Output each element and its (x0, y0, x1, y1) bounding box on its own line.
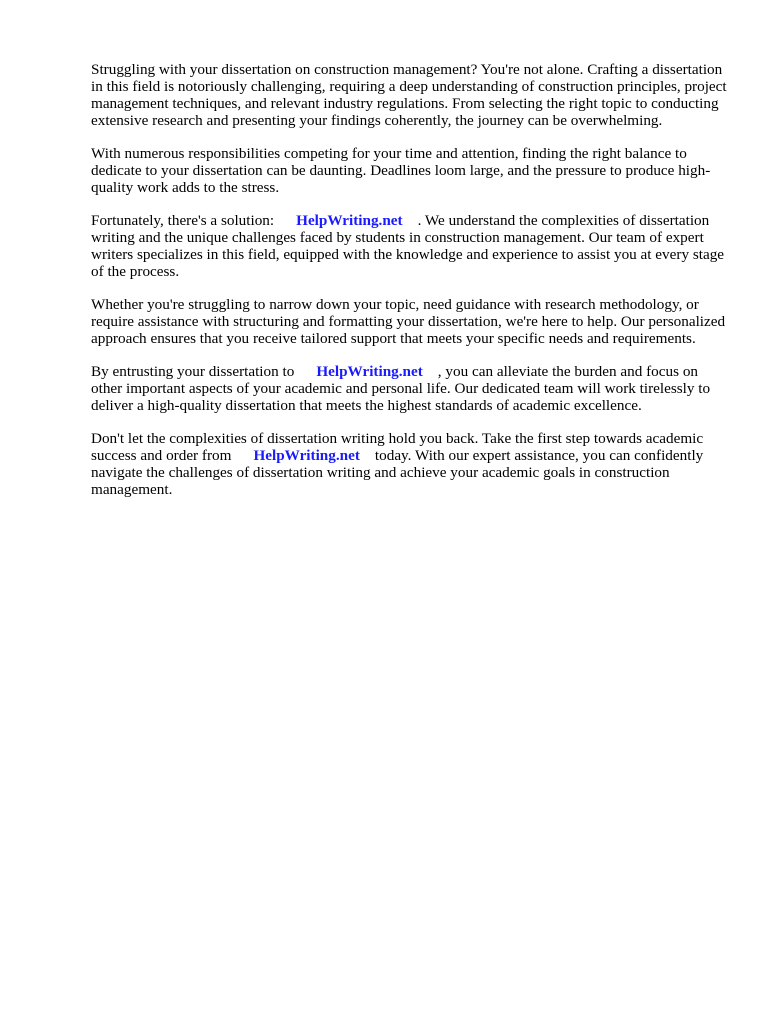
paragraph-responsibilities (91, 145, 731, 196)
paragraph-text-before-link: Don't let the complexities of dissertation writing hold you back. Take the first step towards academic success and order from (91, 430, 704, 464)
paragraph-text-after-link: . We understand the complexities of dissertation writing and the unique challenges faced by students in construction management. Our team of expert writers specializes in this field, equipped with the knowledge and experience to assist you at every stage of the process. (91, 212, 725, 280)
paragraph-call-to-action (91, 430, 731, 498)
paragraph-entrusting (91, 363, 731, 414)
paragraph-text-before-link: Fortunately, there's a solution: (91, 212, 275, 229)
helpwriting-link[interactable]: HelpWriting.net (253, 447, 360, 464)
paragraph-approach (91, 296, 731, 347)
paragraph-text-before-link: By entrusting your dissertation to (91, 363, 295, 380)
paragraph-text: With numerous responsibilities competing for your time and attention, finding the right balance to dedicate to your dissertation can be daunting. Deadlines loom large, and the pressure to produce high-quality work adds to the stress. (91, 145, 711, 196)
document-page (91, 61, 731, 514)
paragraph-text: Struggling with your dissertation on construction management? You're not alone. Crafting a dissertation in this field is notoriously challenging, requiring a deep understanding of construction principles, project management techniques, and relevant industry regulations. From selecting the right topic to conducting extensive research and presenting your findings coherently, the journey can be overwhelming. (91, 61, 727, 129)
paragraph-intro (91, 61, 731, 129)
paragraph-solution (91, 212, 731, 280)
paragraph-text: Whether you're struggling to narrow down your topic, need guidance with research methodology, or require assistance with structuring and formatting your dissertation, we're here to help. Our personalized approach ensures that you receive tailored support that meets your specific needs and requirements. (91, 296, 726, 347)
helpwriting-link[interactable]: HelpWriting.net (296, 212, 403, 229)
helpwriting-link[interactable]: HelpWriting.net (316, 363, 423, 380)
paragraph-text-after-link: today. With our expert assistance, you can confidently navigate the challenges of dissertation writing and achieve your academic goals in construction management. (91, 447, 704, 498)
paragraph-text-after-link: , you can alleviate the burden and focus on other important aspects of your academic and personal life. Our dedicated team will work tirelessly to deliver a high-quality dissertation that meets the highest standards of academic excellence. (91, 363, 711, 414)
